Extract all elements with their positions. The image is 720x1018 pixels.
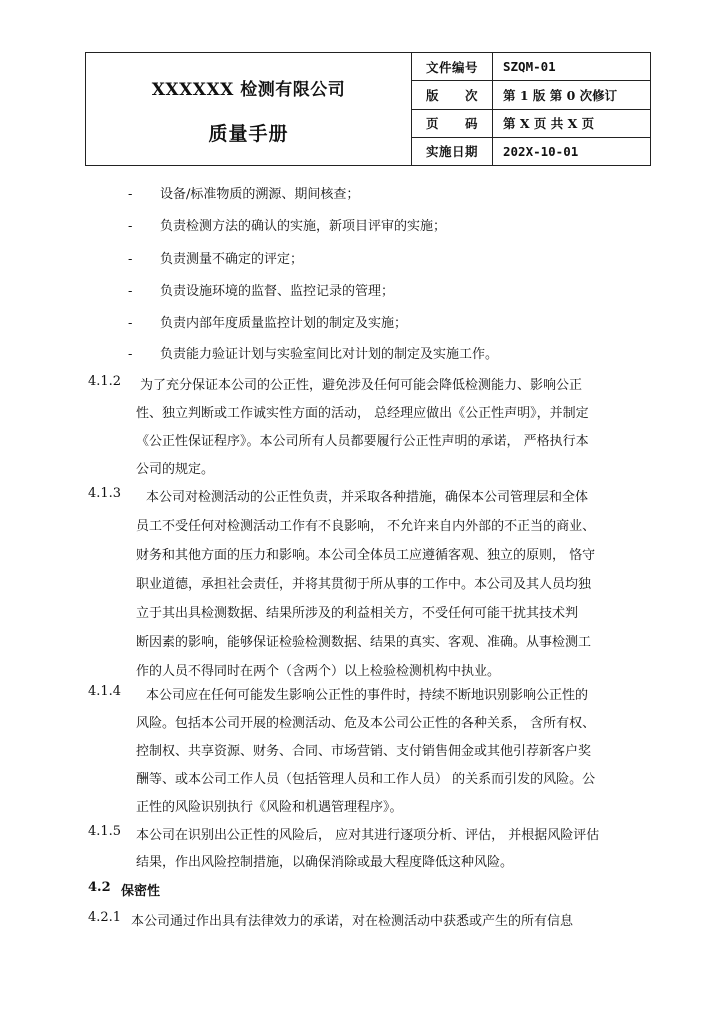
bullet-text: 负责能力验证计划与实验室间比对计划的制定及实施工作。	[160, 347, 499, 362]
header-row-page	[412, 110, 650, 138]
section-number: 4.1.3	[88, 486, 122, 501]
paragraph-line: 正性的风险识别执行《风险和机遇管理程序》。	[136, 800, 403, 815]
page-label: 页 码	[412, 110, 493, 137]
bullet-text: 负责内部年度质量监控计划的制定及实施；	[160, 316, 408, 331]
header-title-cell	[86, 53, 412, 165]
header-row-effective-date	[412, 138, 650, 165]
header-row-edition	[412, 81, 650, 109]
heading-title: 保密性	[121, 884, 161, 899]
paragraph-line: 控制权、共享资源、财务、合同、市场营销、支付销售佣金或其他引荐新客户奖	[136, 744, 592, 759]
paragraph-line: 本公司在识别出公正性的风险后， 应对其进行逐项分析、评估， 并根据风险评估	[136, 828, 600, 843]
bullet-dash: -	[128, 284, 133, 299]
edition-value: 第 1 版 第 0 次修订	[503, 87, 618, 103]
bullet-text: 设备/标准物质的溯源、期间核查；	[160, 187, 360, 202]
paragraph-line: 结果，作出风险控制措施，以确保消除或最大程度降低这种风险。	[136, 855, 514, 870]
bullet-dash: -	[128, 252, 133, 267]
paragraph-line: 本公司通过作出具有法律效力的承诺，对在检测活动中获悉或产生的所有信息	[131, 914, 574, 929]
section-number: 4.1.5	[88, 824, 122, 839]
bullet-text: 负责检测方法的确认的实施，新项目评审的实施；	[160, 219, 447, 234]
paragraph-line: 立于其出具检测数据、结果所涉及的利益相关方，不受任何可能干扰其技术判	[136, 606, 579, 621]
manual-title: 质量手册	[208, 123, 289, 145]
effective-date-label: 实施日期	[412, 138, 493, 165]
paragraph-line: 本公司对检测活动的公正性负责，并采取各种措施，确保本公司管理层和全体	[146, 490, 589, 505]
paragraph-line: 性、独立判断或工作诚实性方面的活动， 总经理应做出《公正性声明》，并制定	[136, 406, 589, 421]
paragraph-line: 员工不受任何对检测活动工作有不良影响， 不允许来自内外部的不正当的商业、	[136, 519, 596, 534]
section-number: 4.1.2	[88, 374, 122, 389]
section-number: 4.2.1	[88, 910, 122, 925]
bullet-dash: -	[128, 316, 133, 331]
paragraph-line: 酬等、或本公司工作人员（包括管理人员和工作人员） 的关系而引发的风险。公	[136, 772, 596, 787]
section-number: 4.1.4	[88, 684, 122, 699]
header-row-doc-number	[412, 53, 650, 81]
paragraph-line: 本公司应在任何可能发生影响公正性的事件时，持续不断地识别影响公正性的	[146, 688, 589, 703]
bullet-dash: -	[128, 219, 133, 234]
paragraph-line: 财务和其他方面的压力和影响。本公司全体员工应遵循客观、独立的原则， 恪守	[136, 548, 596, 563]
paragraph-line: 公司的规定。	[136, 462, 215, 477]
edition-label: 版 次	[412, 81, 493, 108]
paragraph-line: 职业道德，承担社会责任，并将其贯彻于所从事的工作中。本公司及其人员均独	[136, 577, 592, 592]
bullet-dash: -	[128, 347, 133, 362]
header-meta-cells	[412, 53, 650, 165]
paragraph-line: 风险。包括本公司开展的检测活动、危及本公司公正性的各种关系， 含所有权、	[136, 716, 596, 731]
page-value: 第 X 页 共 X 页	[503, 116, 595, 132]
bullet-text: 负责设施环境的监督、监控记录的管理；	[160, 284, 395, 299]
document-header-table	[85, 52, 651, 166]
effective-date-value: 202X-10-01	[503, 143, 579, 159]
bullet-dash: -	[128, 187, 133, 202]
doc-number-value: SZQM-01	[503, 59, 556, 75]
paragraph-line: 作的人员不得同时在两个（含两个）以上检验检测机构中执业。	[136, 664, 501, 679]
company-name: XXXXXX 检测有限公司	[151, 80, 346, 100]
bullet-text: 负责测量不确定的评定；	[160, 252, 304, 267]
paragraph-line: 断因素的影响，能够保证检验检测数据、结果的真实、客观、准确。从事检测工	[136, 635, 592, 650]
paragraph-line: 为了充分保证本公司的公正性，避免涉及任何可能会降低检测能力、影响公正	[140, 378, 583, 393]
doc-number-label: 文件编号	[412, 53, 493, 80]
heading-number: 4.2	[88, 880, 111, 895]
paragraph-line: 《公正性保证程序》。本公司所有人员都要履行公正性声明的承诺， 严格执行本	[136, 434, 589, 449]
